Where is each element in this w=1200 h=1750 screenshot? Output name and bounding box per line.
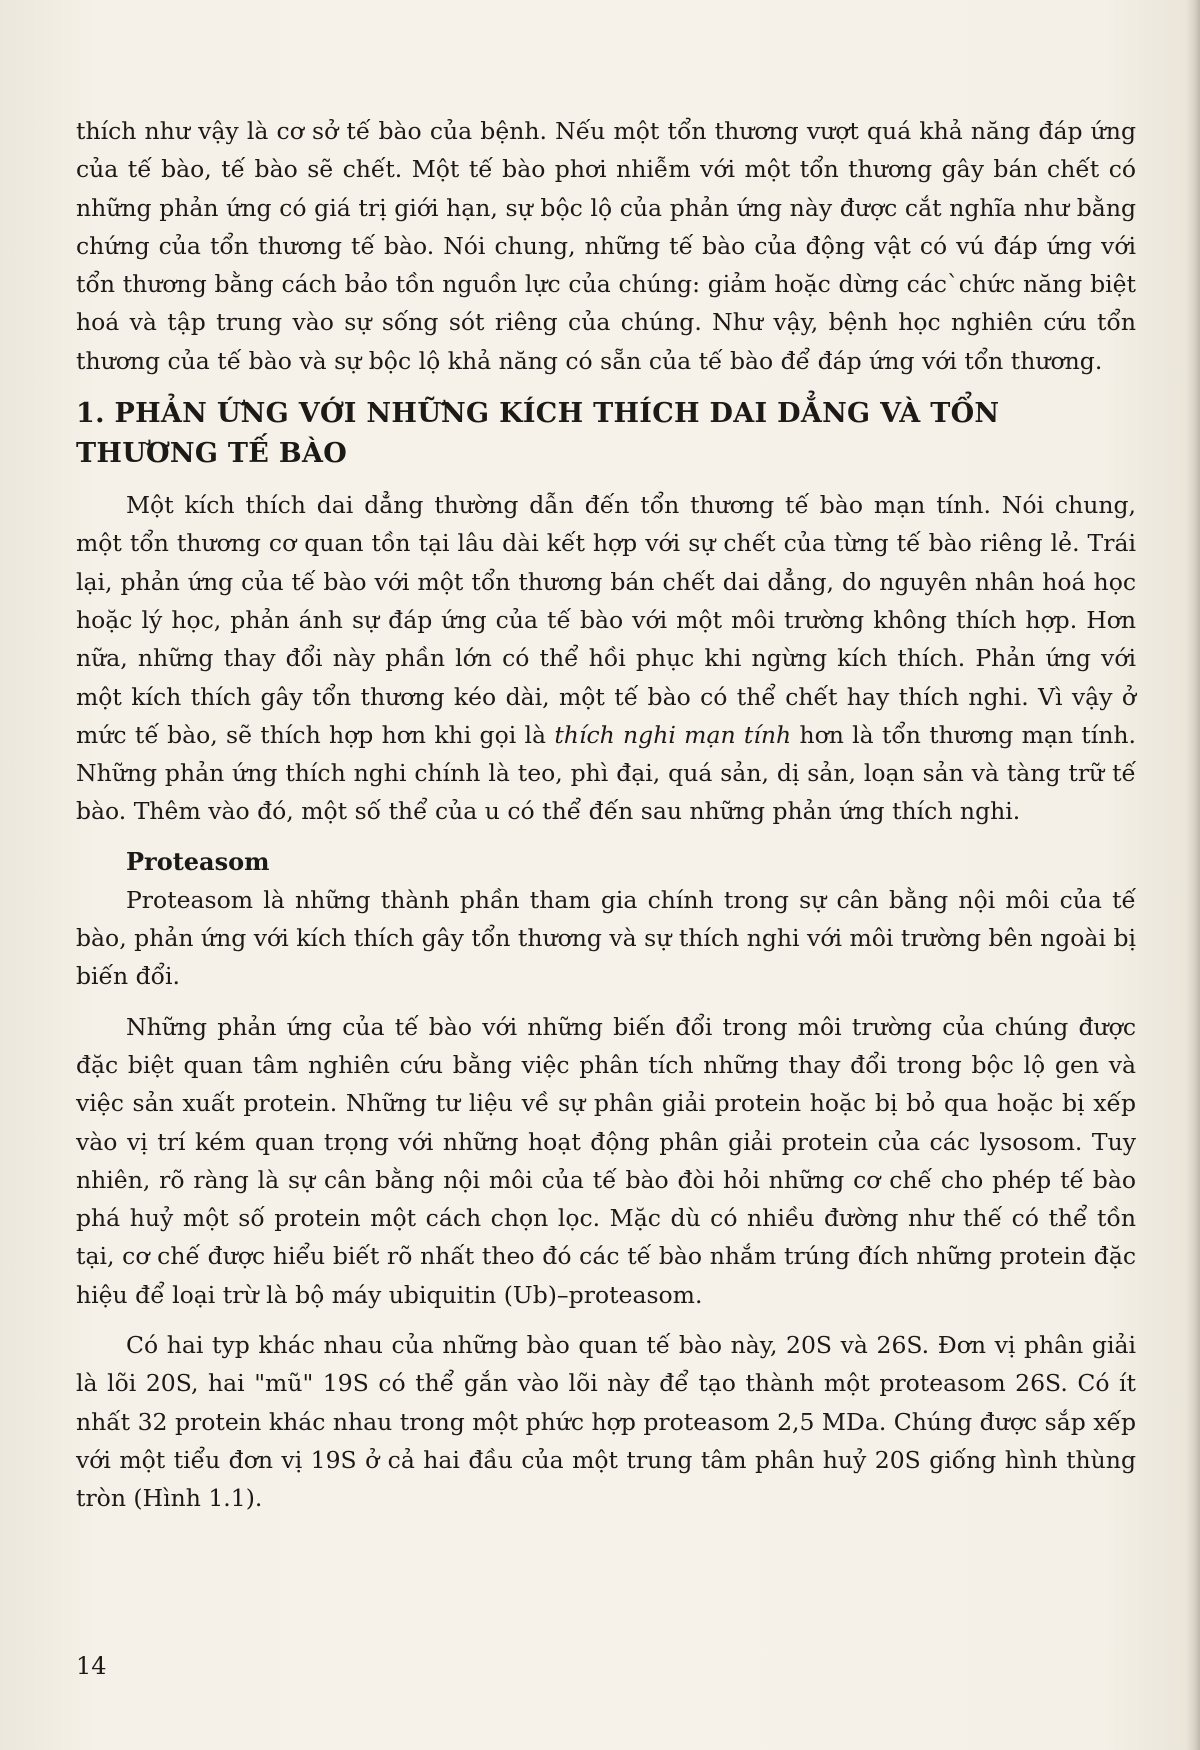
- section-paragraph-part2: hơn là tổn thương mạn tính. Những phản ứng thích nghi chính là teo, phì đại, quá sản, dị sản, loạn sản và tàng trữ tế bào. Thêm vào đó, một số thể của u có thể đến sau những phản ứng thích nghi.: [76, 720, 1136, 826]
- sub-heading-proteasom: Proteasom: [126, 846, 270, 876]
- proteasom-paragraph-1: Proteasom là những thành phần tham gia chính trong sự cân bằng nội môi của tế bào, phản ứng với kích thích gây tổn thương và sự thích nghi với môi trường bên ngoài bị biến đổi.: [76, 885, 1136, 991]
- page-content: [76, 112, 1136, 1530]
- section-paragraph-part1: Một kích thích dai dẳng thường dẫn đến tổn thương tế bào mạn tính. Nói chung, một tổn thương cơ quan tồn tại lâu dài kết hợp với sự chết của từng tế bào riêng lẻ. Trái lại, phản ứng của tế bào với một tổn thương bán chết dai dẳng, do nguyên nhân hoá học hoặc lý học, phản ánh sự đáp ứng của tế bào với một môi trường không thích hợp. Hơn nữa, những thay đổi này phần lớn có thể hồi phục khi ngừng kích thích. Phản ứng với một kích thích gây tổn thương kéo dài, một tế bào có thể chết hay thích nghi. Vì vậy ở mức tế bào, sẽ thích hợp hơn khi gọi là: [76, 491, 1136, 749]
- proteasom-paragraph-3: Có hai typ khác nhau của những bào quan tế bào này, 20S và 26S. Đơn vị phân giải là lõi 20S, hai "mũ" 19S có thể gắn vào lõi này để tạo thành một proteasom 26S. Có ít nhất 32 protein khác nhau trong một phức hợp proteasom 2,5 MDa. Chúng được sắp xếp với một tiểu đơn vị 19S ở cả hai đầu của một trung tâm phân huỷ 20S giống hình thùng tròn (Hình 1.1).: [76, 1331, 1136, 1513]
- section-heading: 1. PHẢN ỨNG VỚI NHỮNG KÍCH THÍCH DAI DẲNG VÀ TỔN THƯƠNG TẾ BÀO: [76, 398, 1000, 470]
- page-edge-shadow: [1186, 0, 1200, 1750]
- proteasom-paragraph-2: Những phản ứng của tế bào với những biến đổi trong môi trường của chúng được đặc biệt quan tâm nghiên cứu bằng việc phân tích những thay đổi trong bộc lộ gen và việc sản xuất protein. Những tư liệu về sự phân giải protein hoặc bị bỏ qua hoặc bị xếp vào vị trí kém quan trọng với những hoạt động phân giải protein của các lysosom. Tuy nhiên, rõ ràng là sự cân bằng nội môi của tế bào đòi hỏi những cơ chế cho phép tế bào phá huỷ một số protein một cách chọn lọc. Mặc dù có nhiều đường như thế có thể tồn tại, cơ chế được hiểu biết rõ nhất theo đó các tế bào nhắm trúng đích những protein đặc hiệu để loại trừ là bộ máy ubiquitin (Ub)–proteasom.: [76, 1012, 1136, 1309]
- intro-paragraph: thích như vậy là cơ sở tế bào của bệnh. Nếu một tổn thương vượt quá khả năng đáp ứng của tế bào, tế bào sẽ chết. Một tế bào phơi nhiễm với một tổn thương gây bán chết có những phản ứng có giá trị giới hạn, sự bộc lộ của phản ứng này được cắt nghĩa như bằng chứng của tổn thương tế bào. Nói chung, những tế bào của động vật có vú đáp ứng với tổn thương bằng cách bảo tồn nguồn lực của chúng: giảm hoặc dừng các`chức năng biệt hoá và tập trung vào sự sống sót riêng của chúng. Như vậy, bệnh học nghiên cứu tổn thương của tế bào và sự bộc lộ khả năng có sẵn của tế bào để đáp ứng với tổn thương.: [76, 117, 1136, 375]
- page-number: 14: [76, 1652, 107, 1680]
- section-paragraph-italic: thích nghi mạn tính: [554, 720, 792, 749]
- section-paragraph: [76, 486, 1136, 831]
